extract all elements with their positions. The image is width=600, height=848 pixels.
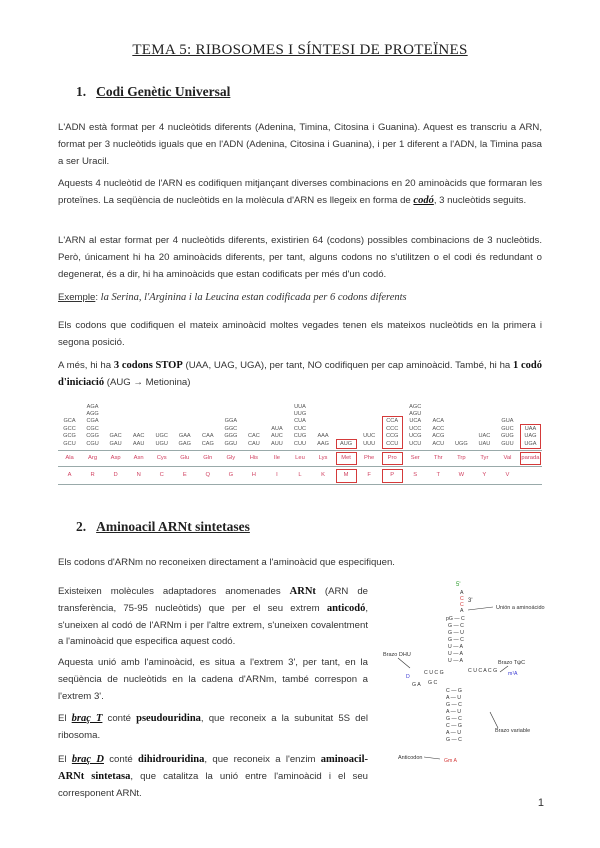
label-amino-binding: Unión a aminoácido [496,605,545,611]
amino-acid-3letter: Ala [65,455,74,461]
amino-acid-3letter: parada [521,455,540,461]
codon-column [81,398,104,490]
codon-column [173,398,196,490]
keyword-brac-t: braç T [71,713,103,724]
codon: GCG [63,433,76,440]
amino-acid-1letter: K [321,472,325,478]
amino-acid-3letter: Ser [410,455,420,461]
section-1-title: Codi Genètic Universal [96,84,231,99]
codon: ACG [432,433,445,440]
amino-acid-1letter: Y [482,472,487,478]
svg-text:U — A: U — A [448,651,463,657]
label-variable-arm: Brazo variable [495,728,531,734]
page-title: TEMA 5: RIBOSOMES I SÍNTESI DE PROTEÏNES [132,42,468,58]
codon: CGA [86,418,99,425]
codon: CUC [293,425,307,432]
codon: AGC [409,403,422,410]
trna-cloverleaf-diagram [368,578,558,778]
text: , s'uneixen al codó de l'ARNm i per l'altre extrem, s'uneixen covalentment a l'aminoàcid que especifica aquest codó. [58,602,368,648]
amino-acid-3letter: Thr [433,455,443,461]
codon: ACU [432,440,445,447]
keyword-stop-codons: 3 codons STOP [113,360,183,371]
text: conté [103,754,139,765]
codon: GCU [63,440,76,447]
keyword-pseudouridina: pseudouridina [136,713,201,724]
codon: ACA [432,418,445,425]
amino-acid-3letter: His [249,455,259,461]
svg-text:C: C [460,602,464,608]
aa3-highlight-box [336,452,357,465]
amino-acid-3letter: Val [503,455,512,461]
codon: AAC [132,433,145,440]
keyword-arnt: ARNt [289,586,316,597]
amino-acid-3letter: Gln [203,455,213,461]
example-separator: : [95,292,101,303]
codon: UAC [478,433,491,440]
keyword-dihidrouridina: dihidrouridina [138,754,205,765]
keyword-codo: codó [413,194,434,206]
svg-text:A: A [460,590,464,596]
aa3-highlight-box [520,452,541,465]
amino-acid-1letter: E [182,472,187,478]
svg-text:U — A: U — A [448,644,463,650]
paragraph-same-nucleotides: Els codons que codifiquen el mateix aminoàcid moltes vegades tenen els mateixos nucleòtids en la primera i segona posició. [58,320,542,348]
codon-column [358,398,381,490]
paragraph-brac-d [58,752,368,802]
label-tpsic-arm: Brazo TψC [498,660,526,666]
keyword-start-codon: 1 codó d'iniciació [58,360,542,388]
example-label: Exemple [58,292,96,303]
codon: GUU [501,440,514,447]
amino-acid-1letter: D [113,472,118,478]
aa1-highlight-box [382,469,403,483]
svg-text:C — G: C — G [446,723,462,729]
amino-acid-1letter: C [159,472,164,478]
paragraph-brac-t [58,711,368,745]
section-2-heading [76,519,250,535]
codon: UCU [409,440,422,447]
codon: UCA [409,418,422,425]
amino-acid-1letter: T [436,472,441,478]
svg-text:A — U: A — U [446,695,461,701]
codon: GGU [224,440,238,447]
amino-acid-3letter: Asp [110,455,121,461]
codon: GUG [501,433,514,440]
codon: UUC [363,433,376,440]
svg-text:G C: G C [428,680,438,686]
amino-acid-3letter: Ile [273,455,280,461]
codon: AGA [86,403,99,410]
codon-column [496,398,519,490]
amino-acid-1letter: P [390,472,395,478]
svg-text:G — C: G — C [448,637,464,643]
keyword-anticodo: anticodó [326,602,366,614]
codon: AUU [271,440,283,447]
codon-column [219,398,242,490]
codon: UAG [524,433,537,440]
amino-acid-1letter: Q [205,472,211,478]
codon: GUA [501,418,514,425]
section-1-number: 1. [76,84,87,99]
paragraph-3prime: Aquesta unió amb l'aminoàcid, es situa a l'extrem 3', per tant, en la seqüència de nucleòtids en la cadena d'ARNm, també correspon a l'extrem 3'. [58,657,368,702]
label-3prime: 3' [468,598,473,604]
amino-acid-1letter: R [90,472,95,478]
codon-highlight-box [336,439,357,449]
codon: GGC [224,425,238,432]
amino-acid-3letter: Lys [318,455,328,461]
section-2-number: 2. [76,519,87,534]
codon: GGA [224,418,238,425]
amino-acid-1letter: V [505,472,510,478]
codon-column [312,398,335,490]
amino-acid-1letter: N [136,472,141,478]
amino-acid-1letter: F [367,472,371,478]
svg-text:A: A [460,608,464,614]
codon: CAU [247,440,260,447]
amino-acid-3letter: Tyr [480,455,489,461]
svg-text:G — U: G — U [448,630,464,636]
keyword-brac-d: braç D [71,754,104,765]
label-5prime: 5' [456,582,461,588]
amino-acid-1letter: G [228,472,234,478]
amino-acid-3letter: Phe [363,455,375,461]
text: El [58,713,72,724]
codon: CUG [293,433,307,440]
svg-text:pG — C: pG — C [446,616,465,622]
codon: CGU [86,440,99,447]
section-1-heading [76,84,230,100]
label-anticodon: Anticodon [398,755,423,761]
example-text: la Serina, l'Arginina i la Leucina estan codificada per 6 codons diferents [100,292,407,303]
text: El [58,754,72,765]
codon: UGC [155,433,168,440]
svg-text:C U C A C G: C U C A C G [468,668,498,674]
codon: AGG [86,411,99,417]
codon-column [265,398,288,490]
codon: UGG [454,440,468,447]
codon: CCG [385,433,399,440]
text: , que reconeix a l'enzim [204,754,321,765]
text: (UAA, UAG, UGA), per tant, NO codifiquen per cap aminoàcid. També, hi ha [182,360,514,371]
paragraph-arnt [58,584,368,651]
nucleotide-decoration [406,590,518,764]
keyword-aminoacil-arnt-sintetasa: aminoacil-ARNt sintetasa [58,754,368,782]
svg-text:G — C: G — C [446,702,462,708]
amino-acid-3letter: Asn [133,455,144,461]
svg-text:C: C [460,596,464,602]
codon-column [242,398,265,490]
svg-text:A — U: A — U [446,709,461,715]
paragraph-stop-codons [58,358,542,392]
codon: CAA [202,433,214,440]
text: Existeixen molècules adaptadores anomenades [58,586,290,597]
codon: AAA [317,433,329,440]
svg-text:m¹A: m¹A [508,671,518,677]
svg-text:D: D [406,674,410,680]
text: , que catalitza la unió entre l'aminoàcid i el seu corresponent ARNt. [58,770,369,799]
svg-text:C U C G: C U C G [424,670,444,676]
codon-column [473,398,496,490]
codon: CUU [293,440,307,447]
codon: UAU [478,440,491,447]
codon: GAA [178,433,191,440]
svg-text:G — C: G — C [446,737,462,743]
amino-acid-3letter: Glu [180,455,190,461]
codon: AUC [271,433,283,440]
codon: GAU [109,440,122,447]
codon: UAA [524,425,537,432]
codon-column [104,398,127,490]
amino-acid-1letter: M [343,472,349,478]
codon-highlight-box [520,424,541,449]
codon-column [450,398,473,490]
svg-text:C — G: C — G [446,688,462,694]
codon-column [404,398,427,490]
page-number: 1 [537,797,544,809]
svg-text:G — C: G — C [446,716,462,722]
amino-acid-3letter: Leu [295,455,305,461]
codon: UUG [293,411,307,417]
codon: CGG [86,433,99,440]
text: conté [102,713,137,724]
codon: UUU [363,440,376,447]
amino-acid-3letter: Gly [226,455,236,461]
paragraph-64-codons: L'ARN al estar format per 4 nucleòtids diferents, existirien 64 (codons) possibles combinacions de 3 nucleòtids. Però, únicament hi ha 20 aminoàcids diferents, per tant, alguns codons no s'utilitzen o el codi és redundant o degenerat, és a dir, hi ha aminoàcids que estan codificats per més d'un codó. [58,235,542,280]
codon-table [58,398,542,490]
codon-column [427,398,450,490]
amino-acid-1letter: A [67,472,72,478]
amino-acid-1letter: H [251,472,256,478]
aa1-highlight-box [336,469,357,483]
codon: CGC [86,425,99,432]
label-dhu-arm: Brazo DHU [383,652,411,658]
codon: AUG [340,440,353,447]
codon: GAC [109,433,122,440]
svg-text:G — C: G — C [448,623,464,629]
codon: CAC [247,433,260,440]
text: Aquests 4 nucleòtid de l'ARN es codifiquen mitjançant diverses combinacions en 20 aminoàcids que formaran les proteïnes. La seqüència de nucleòtids en la molècula d'ARN es llegeix en forma de [58,178,542,206]
codon-column [127,398,150,490]
codon-column [288,398,311,490]
codon: GUC [501,425,514,432]
amino-acid-3letter: Met [341,455,351,461]
text: A més, hi ha [58,360,114,371]
example-line [58,290,542,307]
svg-text:A — U: A — U [446,730,461,736]
text: (AUG → Metionina) [104,376,191,388]
codon: CUA [294,418,306,425]
codon: CCA [386,418,399,425]
amino-acid-1letter: S [413,472,418,478]
codon: GGG [224,433,238,440]
codon: GCA [63,418,76,425]
codon: GAG [178,440,191,447]
amino-acid-1letter: W [458,472,465,478]
paragraph-dna: L'ADN està format per 4 nucleòtids diferents (Adenina, Timina, Citosina i Guanina). Aquest es transcriu a ARN, format per 3 nucleòtids iguals que en l'ADN (Adenina, Citosina i Guanina), i per 1 diferent a l'ADN, la Timina pasa a ser Uracil. [58,122,542,167]
section-2-title: Aminoacil ARNt sintetases [96,519,250,534]
codon: GCC [63,425,76,432]
codon: UCC [409,425,422,432]
codon: AAU [132,440,145,447]
codon-column [150,398,173,490]
paragraph-codons-recognition: Els codons d'ARNm no reconeixen directament a l'aminoàcid que especifiquen. [58,557,395,568]
codon: AUA [271,425,283,432]
text: , que reconeix a la subunitat 5S del ribosoma. [58,713,368,741]
amino-acid-1letter: L [298,472,302,478]
codon: CCU [386,440,399,447]
codon: ACC [432,425,445,432]
codon-column [196,398,219,490]
codon: CCC [386,425,399,432]
codon: UGU [155,440,168,447]
amino-acid-3letter: Arg [88,455,98,461]
svg-text:U — A: U — A [448,658,463,664]
svg-text:Gm A: Gm A [444,758,457,764]
amino-acid-1letter: I [276,472,278,478]
aa3-highlight-box [382,452,403,465]
amino-acid-3letter: Trp [457,455,466,461]
text: (ARN de transferència, 75-95 nucleòtids) que per el seu extrem [58,586,368,614]
amino-acid-3letter: Pro [387,455,397,461]
codon: AGU [409,411,422,417]
amino-acid-3letter: Cys [156,455,167,461]
svg-text:G A: G A [412,682,421,688]
codon: UUA [294,403,306,410]
text: , 3 nucleòtids seguits. [433,194,527,206]
codon-column [58,398,81,490]
codon: UGA [524,440,537,447]
codon: AAG [317,440,329,447]
codon: UCG [409,433,422,440]
paragraph-codons [58,176,542,210]
codon: CAG [201,440,214,447]
codon-highlight-box [382,416,403,449]
